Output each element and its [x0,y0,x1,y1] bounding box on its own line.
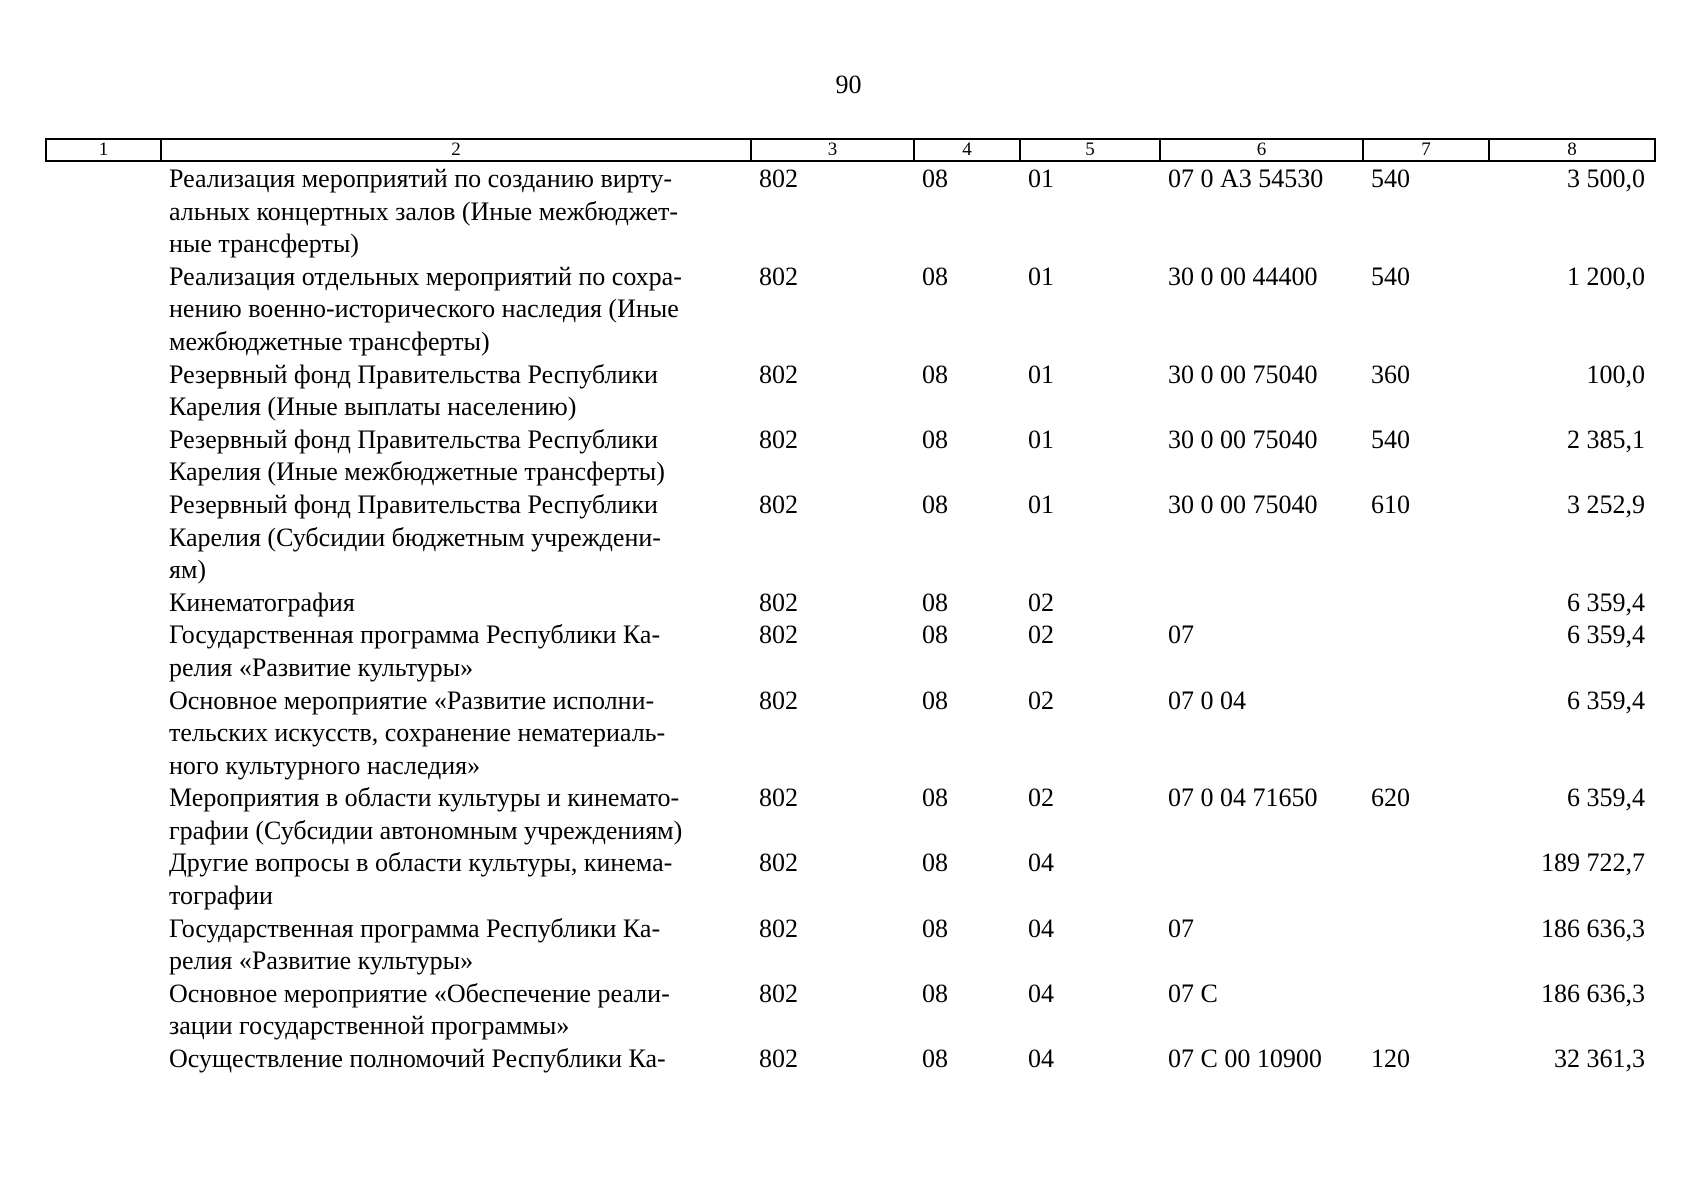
col-1-cell [45,261,158,359]
department-code-cell: 802 [759,164,798,193]
table-row [45,261,1656,359]
header-col-8: 8 [1488,140,1654,160]
item-name-line: релия «Развитие культуры» [169,652,474,682]
section-code-cell: 08 [922,489,948,519]
amount-cell: 189 722,7 [1541,848,1645,878]
item-name-line: Основное мероприятие «Развитие исполни- [169,685,655,715]
col-1-cell [45,978,158,1043]
item-name-line: ные трансферты) [169,229,359,259]
expense-type-cell [1360,619,1486,684]
header-col-1: 1 [98,140,109,160]
expense-type-cell: 120 [1371,1044,1410,1074]
item-name-line: ного культурного наследия» [169,750,481,780]
col-1-cell [45,619,158,684]
subsection-code-cell: 02 [1028,620,1054,650]
amount-cell: 186 636,3 [1541,913,1645,943]
expense-type-cell [1360,587,1486,620]
header-col-6: 6 [1159,140,1362,160]
item-name-line: нению военно-исторического наследия (Иные [169,294,679,324]
item-name-cell [158,847,748,912]
target-article-cell [1157,847,1360,912]
section-code-cell: 08 [922,261,948,291]
amount-cell: 6 359,4 [1567,587,1645,617]
table-body [45,163,1656,1076]
amount-cell: 186 636,3 [1541,978,1645,1008]
target-article-cell: 07 0 04 71650 [1168,783,1318,813]
item-name-line: ям) [169,555,207,585]
expense-type-cell: 540 [1371,164,1410,193]
item-name-line: Карелия (Иные выплаты населению) [169,392,577,422]
item-name-cell [158,782,748,847]
department-code-cell: 802 [759,489,798,519]
section-code-cell: 08 [922,587,948,617]
col-1-cell [45,685,158,783]
item-name-cell [158,489,748,587]
amount-cell: 6 359,4 [1567,685,1645,715]
target-article-cell: 07 С 00 10900 [1168,1044,1322,1074]
item-name-line: Государственная программа Республики Ка- [169,620,661,650]
table-row [45,619,1656,684]
item-name-line: тельских искусств, сохранение нематериаль- [169,718,666,748]
section-code-cell: 08 [922,978,948,1008]
item-name-line: Резервный фонд Правительства Республики [169,359,658,389]
amount-cell: 6 359,4 [1567,620,1645,650]
section-code-cell: 08 [922,620,948,650]
item-name-cell [158,261,748,359]
table-row [45,424,1656,489]
section-code-cell: 08 [922,685,948,715]
target-article-cell: 30 0 00 75040 [1168,424,1318,454]
section-code-cell: 08 [922,164,948,193]
expense-type-cell: 360 [1371,359,1410,389]
expense-type-cell: 540 [1371,424,1410,454]
target-article-cell: 07 0 А3 54530 [1168,164,1324,193]
subsection-code-cell: 01 [1028,489,1054,519]
col-1-cell [45,847,158,912]
subsection-code-cell: 04 [1028,978,1054,1008]
target-article-cell [1157,587,1360,620]
header-col-4: 4 [913,140,1019,160]
expense-type-cell [1360,978,1486,1043]
table-row [45,163,1656,261]
item-name-line: Реализация мероприятий по созданию вирту- [169,164,673,193]
department-code-cell: 802 [759,1044,798,1074]
amount-cell: 3 252,9 [1567,489,1645,519]
section-code-cell: 08 [922,359,948,389]
item-name-line: тографии [169,881,273,911]
col-1-cell [45,782,158,847]
table-row [45,685,1656,783]
item-name-line: зации государственной программы» [169,1011,570,1041]
subsection-code-cell: 01 [1028,261,1054,291]
department-code-cell: 802 [759,620,798,650]
item-name-cell [158,587,748,620]
table-header-row [45,138,1656,162]
target-article-cell: 30 0 00 75040 [1168,359,1318,389]
header-col-5: 5 [1019,140,1159,160]
item-name-cell [158,359,748,424]
amount-cell: 100,0 [1586,359,1645,389]
col-1-cell [45,163,158,261]
expense-type-cell [1360,685,1486,783]
department-code-cell: 802 [759,359,798,389]
department-code-cell: 802 [759,978,798,1008]
subsection-code-cell: 04 [1028,1044,1054,1074]
subsection-code-cell: 04 [1028,913,1054,943]
item-name-line: Реализация отдельных мероприятий по сохра- [169,261,682,291]
item-name-line: Карелия (Субсидии бюджетным учреждени- [169,522,661,552]
item-name-line: Осуществление полномочий Республики Ка- [169,1044,666,1074]
item-name-line: Другие вопросы в области культуры, кинема- [169,848,673,878]
table-row [45,913,1656,978]
target-article-cell: 30 0 00 44400 [1168,261,1318,291]
item-name-cell [158,913,748,978]
department-code-cell: 802 [759,913,798,943]
item-name-cell [158,163,748,261]
item-name-line: Карелия (Иные межбюджетные трансферты) [169,457,665,487]
item-name-line: Резервный фонд Правительства Республики [169,424,658,454]
table-row [45,978,1656,1043]
page-number: 90 [835,70,862,99]
col-1-cell [45,489,158,587]
item-name-line: альных концертных залов (Иные межбюджет- [169,196,679,226]
col-1-cell [45,1043,158,1076]
subsection-code-cell: 04 [1028,848,1054,878]
subsection-code-cell: 02 [1028,685,1054,715]
amount-cell: 32 361,3 [1554,1044,1645,1074]
subsection-code-cell: 01 [1028,164,1054,193]
department-code-cell: 802 [759,685,798,715]
item-name-cell [158,619,748,684]
department-code-cell: 802 [759,424,798,454]
col-1-cell [45,913,158,978]
item-name-cell [158,1043,748,1076]
section-code-cell: 08 [922,848,948,878]
amount-cell: 2 385,1 [1567,424,1645,454]
item-name-line: Мероприятия в области культуры и кинемато- [169,783,680,813]
item-name-line: Основное мероприятие «Обеспечение реали- [169,978,670,1008]
col-1-cell [45,587,158,620]
subsection-code-cell: 01 [1028,424,1054,454]
department-code-cell: 802 [759,587,798,617]
subsection-code-cell: 02 [1028,587,1054,617]
amount-cell: 3 500,0 [1567,164,1645,193]
section-code-cell: 08 [922,1044,948,1074]
section-code-cell: 08 [922,913,948,943]
section-code-cell: 08 [922,783,948,813]
header-col-7: 7 [1362,140,1488,160]
table-row [45,587,1656,620]
subsection-code-cell: 02 [1028,783,1054,813]
target-article-cell: 07 [1168,913,1194,943]
expense-type-cell: 620 [1371,783,1410,813]
expense-type-cell [1360,847,1486,912]
header-col-2: 2 [160,140,750,160]
col-1-cell [45,424,158,489]
section-code-cell: 08 [922,424,948,454]
table-row [45,359,1656,424]
item-name-cell [158,978,748,1043]
target-article-cell: 07 [1168,620,1194,650]
department-code-cell: 802 [759,261,798,291]
col-1-cell [45,359,158,424]
department-code-cell: 802 [759,783,798,813]
table-row [45,489,1656,587]
expense-type-cell: 540 [1371,261,1410,291]
item-name-line: Кинематография [169,587,355,617]
expense-type-cell [1360,913,1486,978]
item-name-cell [158,424,748,489]
subsection-code-cell: 01 [1028,359,1054,389]
item-name-line: графии (Субсидии автономным учреждениям) [169,815,683,845]
item-name-cell [158,685,748,783]
expense-type-cell: 610 [1371,489,1410,519]
item-name-line: релия «Развитие культуры» [169,946,474,976]
amount-cell: 1 200,0 [1567,261,1645,291]
table-row [45,782,1656,847]
target-article-cell: 07 С [1168,978,1218,1008]
department-code-cell: 802 [759,848,798,878]
item-name-line: межбюджетные трансферты) [169,326,490,356]
table-row [45,847,1656,912]
header-col-3: 3 [750,140,913,160]
target-article-cell: 07 0 04 [1168,685,1246,715]
item-name-line: Государственная программа Республики Ка- [169,913,661,943]
target-article-cell: 30 0 00 75040 [1168,489,1318,519]
table-row [45,1043,1656,1076]
item-name-line: Резервный фонд Правительства Республики [169,489,658,519]
amount-cell: 6 359,4 [1567,783,1645,813]
